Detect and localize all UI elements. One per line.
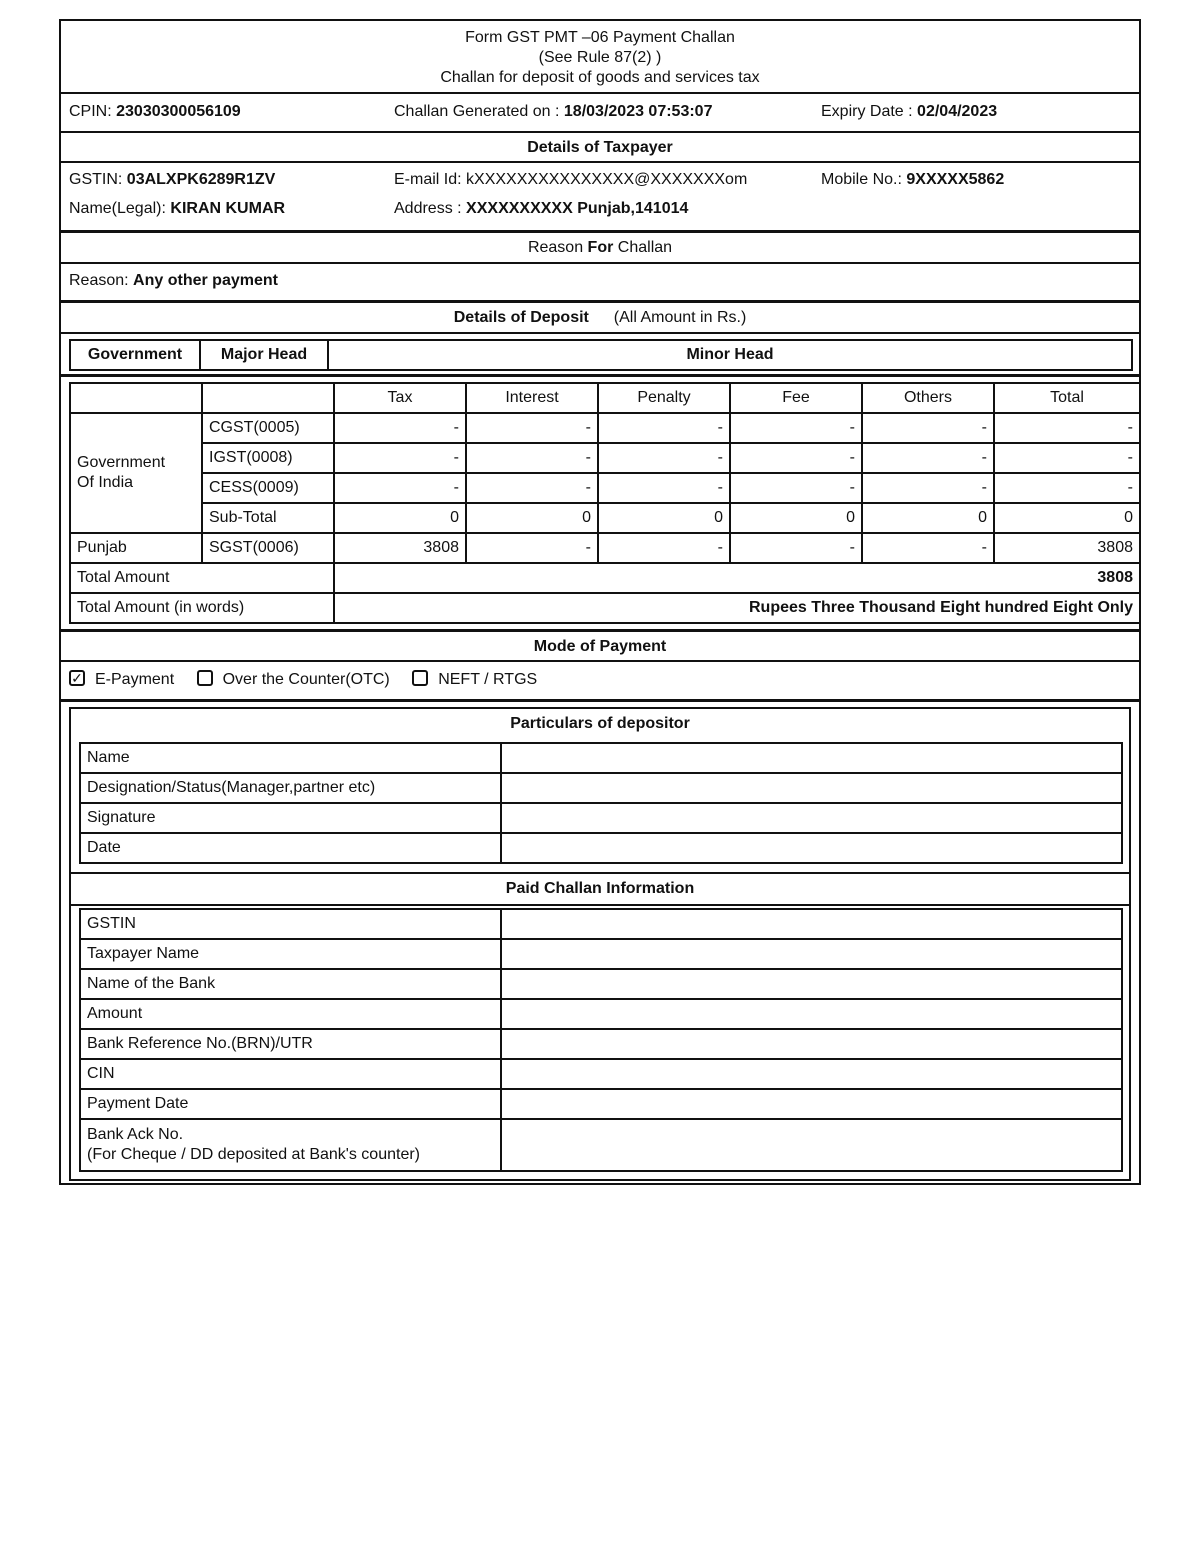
row-head: CGST(0005) [202,413,334,443]
form-header [61,21,1139,94]
reason-row [61,262,1139,301]
heads-table [69,339,1133,371]
expiry-date [821,103,997,121]
total-words-label: Total Amount (in words) [70,593,334,623]
amount-row-sgst: Punjab SGST(0006) 3808 - - - - 3808 [70,533,1140,563]
paid-brn-value[interactable] [501,1029,1122,1059]
taxpayer-section-title: Details of Taxpayer [61,131,1139,162]
head-government: Government [70,340,200,370]
col-others: Others [862,383,994,413]
paid-bank-ack-value[interactable] [501,1119,1122,1171]
expiry-label: Expiry Date : [821,103,913,120]
amount-table [69,382,1141,624]
address-value: XXXXXXXXXX Punjab,141014 [466,200,689,217]
gstin-value: 03ALXPK6289R1ZV [126,171,276,188]
paid-date-value[interactable] [501,1089,1122,1119]
taxpayer-gstin [69,171,275,189]
taxpayer-address [394,200,688,218]
paid-amount-value[interactable] [501,999,1122,1029]
payment-options [69,671,555,689]
depositor-name-value[interactable] [501,743,1122,773]
deposit-note: (All Amount in Rs.) [613,309,747,326]
cpin-label: CPIN: [69,103,112,120]
address-label: Address : [394,200,462,217]
form-subtitle: Challan for deposit of goods and services tax [440,69,760,86]
mobile-label: Mobile No.: [821,171,902,188]
depositor-section [61,699,1139,1185]
gstin-label: GSTIN: [69,171,123,188]
name-label: Name(Legal): [69,200,166,217]
bank-ack-label: Bank Ack No. (For Cheque / DD deposited at Bank's counter) [80,1119,501,1171]
name-value: KIRAN KUMAR [170,200,286,217]
challan-meta-row [61,92,1139,132]
row-head: CESS(0009) [202,473,334,503]
total-amount-row [70,563,1140,593]
col-tax: Tax [334,383,466,413]
depositor-date-value[interactable] [501,833,1122,863]
heads-row [61,332,1139,375]
mobile-value: 9XXXXX5862 [906,171,1005,188]
taxpayer-email [394,171,747,189]
taxpayer-details [61,161,1139,231]
deposit-title: Details of Deposit [453,309,589,326]
row-head: IGST(0008) [202,443,334,473]
reason-title-b: For [587,239,614,256]
reason-title-c: Challan [617,239,673,256]
challan-form [59,19,1141,1185]
paid-info-table: GSTIN Taxpayer Name Name of the Bank Amount Bank Reference No.(BRN)/UTR CIN Payment Date Bank Ack No. (For Cheque / DD deposited at Bank's counter) [79,908,1123,1172]
expiry-value: 02/04/2023 [917,103,998,120]
paid-bank-value[interactable] [501,969,1122,999]
amount-header-row [70,383,1140,413]
row-head: SGST(0006) [202,533,334,563]
email-label: E-mail Id: [394,171,462,188]
checkbox-neft[interactable] [412,670,428,686]
head-minor: Minor Head [328,340,1132,370]
depositor-title: Particulars of depositor [510,715,690,732]
checkbox-epayment[interactable]: ✓ [69,670,85,686]
gov-of-india: Government Of India [70,413,202,533]
option-otc[interactable]: Over the Counter(OTC) [197,671,395,688]
amount-row-subtotal: Sub-Total 0 0 0 0 0 0 [70,503,1140,533]
reason-title-a: Reason [527,239,584,256]
generated-label: Challan Generated on : [394,103,560,120]
amount-row-cgst: Government Of India CGST(0005) - - - - - - [70,413,1140,443]
reason-label: Reason: [69,272,129,289]
option-neft[interactable]: NEFT / RTGS [412,671,537,688]
reason-value: Any other payment [133,272,278,289]
total-amount-label: Total Amount [70,563,334,593]
row-head: Sub-Total [202,503,334,533]
amount-row-cess: CESS(0009) - - - - - - [70,473,1140,503]
reason [69,272,278,290]
form-rule: (See Rule 87(2) ) [538,49,662,66]
col-total: Total [994,383,1140,413]
checkbox-otc[interactable] [197,670,213,686]
depositor-signature-value[interactable] [501,803,1122,833]
total-words-row [70,593,1140,623]
total-amount-value: 3808 [334,563,1140,593]
paid-taxpayer-value[interactable] [501,939,1122,969]
cpin [69,103,241,121]
paid-info-title: Paid Challan Information [71,872,1129,906]
paid-gstin-value[interactable] [501,909,1122,939]
taxpayer-name [69,200,285,218]
total-words-value: Rupees Three Thousand Eight hundred Eight Only [334,593,1140,623]
amount-section [61,374,1139,630]
col-penalty: Penalty [598,383,730,413]
col-interest: Interest [466,383,598,413]
generated-value: 18/03/2023 07:53:07 [563,103,713,120]
deposit-section-title [61,300,1139,333]
depositor-box [69,707,1131,1181]
depositor-table: Name Designation/Status(Manager,partner etc) Signature Date [79,742,1123,864]
head-major: Major Head [200,340,328,370]
cpin-value: 23030300056109 [116,103,241,120]
depositor-designation-value[interactable] [501,773,1122,803]
payment-mode-options [61,660,1139,700]
option-epayment[interactable]: ✓ E-Payment [69,671,179,688]
payment-mode-title: Mode of Payment [61,629,1139,661]
reason-section-title [61,230,1139,263]
form-title: Form GST PMT –06 Payment Challan [465,29,735,46]
challan-generated [394,103,712,121]
col-fee: Fee [730,383,862,413]
state-name: Punjab [70,533,202,563]
paid-cin-value[interactable] [501,1059,1122,1089]
amount-row-igst: IGST(0008) - - - - - - [70,443,1140,473]
email-value: kXXXXXXXXXXXXXXX@XXXXXXXom [466,171,748,188]
taxpayer-mobile [821,171,1004,189]
